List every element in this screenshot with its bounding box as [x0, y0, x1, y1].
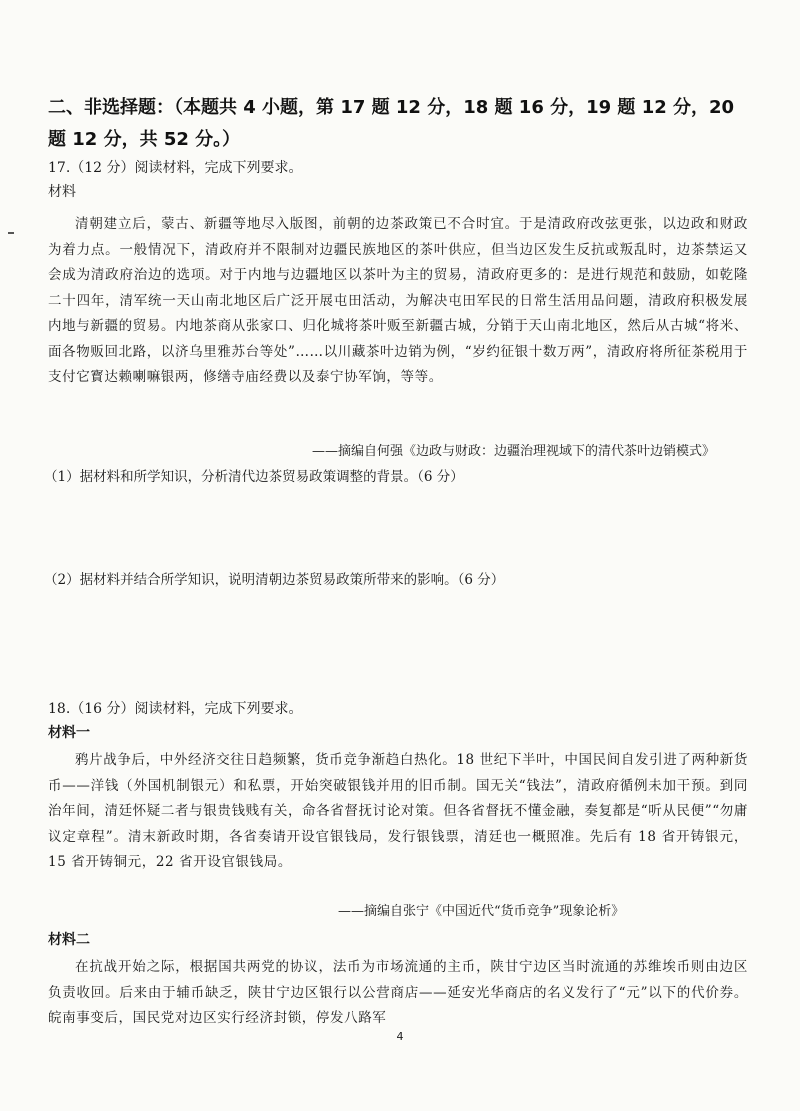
question-17-sub1: （1）据材料和所学知识，分析清代边茶贸易政策调整的背景。（6 分） — [44, 469, 464, 485]
question-17-source: ——摘编自何强《边政与财政：边疆治理视域下的清代茶叶边销模式》 — [312, 444, 716, 459]
section-heading: 二、非选择题：（本题共 4 小题，第 17 题 12 分，18 题 16 分，19 题 12 分，20 题 12 分，共 52 分。） — [48, 97, 735, 150]
question-18-material1-label: 材料一 — [48, 725, 90, 741]
question-17-sub2: （2）据材料并结合所学知识，说明清朝边茶贸易政策所带来的影响。（6 分） — [44, 572, 505, 588]
question-18-title: 18.（16 分）阅读材料，完成下列要求。 — [48, 701, 303, 717]
page-number: 4 — [396, 1030, 404, 1043]
question-18-source1: ——摘编自张宁《中国近代“货币竞争”现象论析》 — [338, 904, 625, 919]
question-18-material2-label: 材料二 — [48, 932, 90, 948]
question-18-material1-text: 鸦片战争后，中外经济交往日趋频繁，货币竞争渐趋白热化。18 世纪下半叶，中国民间自发引进了两种新货币——洋钱（外国机制银元）和私票，开始突破银钱并用的旧币制。国无关“钱法”，清政府循例未加干预。到同治年间，清廷怀疑二者与银贵钱贱有关，命各省督抚讨论对策。但各省督抚不懂金融，奏复都是“听从民便”“勿庸议定章程”。清末新政时期，各省奏请开设官银钱局，发行银钱票，清廷也一概照准。先后有 18 省开铸银元，15 省开铸铜元，22 省开设官银钱局。 — [48, 752, 748, 870]
question-17-material-text: 清朝建立后，蒙古、新疆等地尽入版图，前朝的边茶政策已不合时宜。于是清政府改弦更张，以边政和财政为着力点。一般情况下，清政府并不限制对边疆民族地区的茶叶供应，但当边区发生反抗或叛乱时，边茶禁运又会成为清政府治边的选项。对于内地与边疆地区以茶叶为主的贸易，清政府更多的：是进行规范和鼓励，如乾隆二十四年，清军统一天山南北地区后广泛开展屯田活动，为解决屯田军民的日常生活用品问题，清政府积极发展内地与新疆的贸易。内地茶商从张家口、归化城将茶叶贩至新疆古城，分销于天山南北地区，然后从古城“将米、面各物贩回北路，以济乌里雅苏台等处”……以川藏茶叶边销为例，“岁约征银十数万两”，清政府将所征茶税用于支付它寳达赖喇嘛银两，修缮寺庙经费以及泰宁协军饷，等等。 — [48, 216, 748, 385]
question-17-material-label: 材料 — [48, 184, 76, 200]
question-18-material2-text: 在抗战开始之际，根据国共两党的协议，法币为市场流通的主币，陕甘宁边区当时流通的苏维埃币则由边区负责收回。后来由于辅币缺乏，陕甘宁边区银行以公营商店——延安光华商店的名义发行了“元”以下的代价券。皖南事变后，国民党对边区实行经济封锁，停发八路军 — [48, 959, 748, 1026]
scan-artifact — [8, 232, 14, 234]
question-17-title: 17.（12 分）阅读材料，完成下列要求。 — [48, 160, 303, 176]
